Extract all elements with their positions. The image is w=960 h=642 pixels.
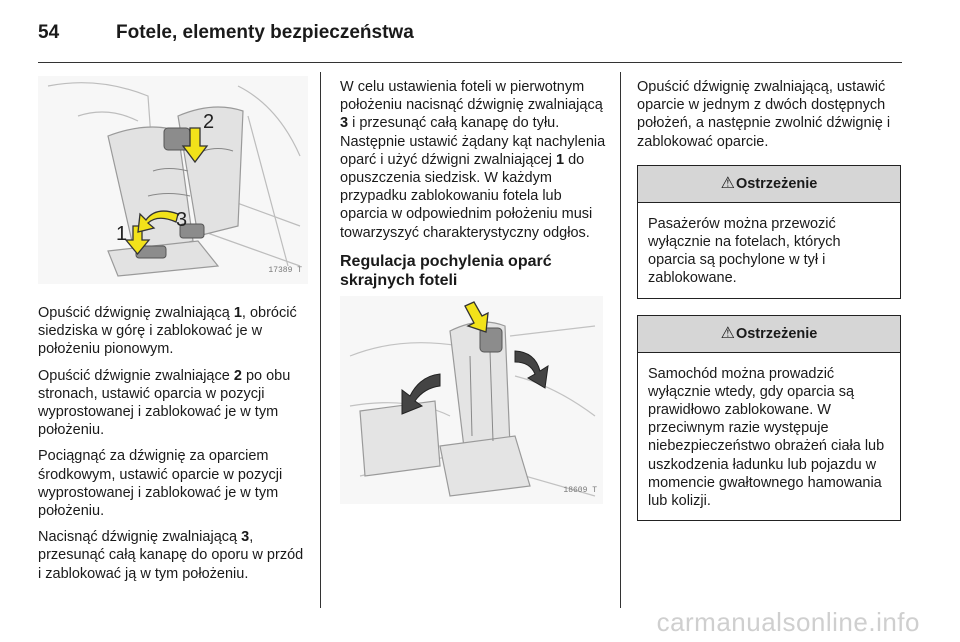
warning-body-1: Pasażerów można przewozić wyłącznie na fotelach, których oparcia są pochylone w tył i zablokowane. [648, 215, 841, 287]
paragraph-intro: Opuścić dźwignię zwalniającą, ustawić oparcie w jednym z dwóch dostępnych położeń, a następnie zwolnić dźwignię i zablokować oparcie. [637, 79, 891, 150]
arrow-2-icon [183, 128, 207, 162]
label-1: 1 [116, 223, 128, 245]
figure-code: 17389 T [268, 265, 302, 275]
page-header [38, 22, 414, 46]
column-divider-2 [620, 72, 621, 608]
column-1 [38, 76, 308, 591]
figure-code-2: 18609 T [563, 485, 597, 495]
paragraph-4: Nacisnąć dźwignię zwalniającą 3, przesunąć całą kanapę do oporu w przód i zablokować ją w tym położeniu. [38, 529, 304, 582]
section-subheading: Regulacja pochylenia oparć skrajnych foteli [340, 252, 552, 289]
label-2: 2 [203, 111, 215, 133]
watermark: carmanualsonline.info [656, 607, 920, 637]
warning-body-2: Samochód można prowadzić wyłącznie wtedy, gdy oparcia są prawidłowo zablokowane. W przeciwnym razie występuje niebezpieczeństwo obrażeń ciała lub uszkodzenia ładunku lub pojazdu w momencie gwałtownego hamowania lub kolizji. [648, 365, 885, 510]
warning-triangle-icon: ⚠ [720, 324, 735, 342]
column-divider-1 [320, 72, 321, 608]
warning-box-2 [637, 315, 901, 522]
warning-header-2 [638, 316, 900, 353]
page-number: 54 [38, 22, 60, 43]
arrow-3-icon [138, 211, 178, 232]
warning-box-1 [637, 165, 901, 299]
warning-title: Ostrzeżenie [735, 175, 818, 192]
header-rule [38, 62, 902, 63]
rear-seat-illustration [38, 76, 308, 284]
lever-arrows [38, 76, 308, 284]
column-2 [340, 78, 608, 504]
paragraph-3: Pociągnąć za dźwignię za oparciem środkowym, ustawić oparcie w pozycji wyprostowanej i zablokować je w tym położeniu. [38, 448, 283, 520]
warning-triangle-icon: ⚠ [720, 174, 735, 192]
column-3 [637, 78, 901, 521]
backrest-tilt-illustration [340, 296, 603, 504]
warning-header-1 [638, 166, 900, 203]
warning-title: Ostrzeżenie [735, 325, 818, 342]
backrest-drawing [340, 296, 603, 504]
paragraph-1: Opuścić dźwignię zwalniającą 1, obrócić siedziska w górę i zablokować je w położeniu pionowym. [38, 305, 297, 358]
label-3: 3 [176, 209, 188, 231]
paragraph-reset: W celu ustawienia foteli w pierwotnym położeniu nacisnąć dźwignię zwalniającą 3 i przesunąć całą kanapę do tyłu. Następnie ustawić żądany kąt nachylenia oparć i użyć dźwigni zwalniającej 1 do opuszczenia siedzisk. W każdym przypadku zablokowaniu fotela lub oparcia w odpowiednim położeniu musi towarzyszyć charakterystyczny odgłos. [340, 79, 606, 241]
paragraph-2: Opuścić dźwignie zwalniające 2 po obu stronach, ustawić oparcia w pozycji wyprostowanej i zablokować je w tym położeniu. [38, 367, 291, 439]
chapter-title: Fotele, elementy bezpieczeństwa [116, 22, 414, 43]
